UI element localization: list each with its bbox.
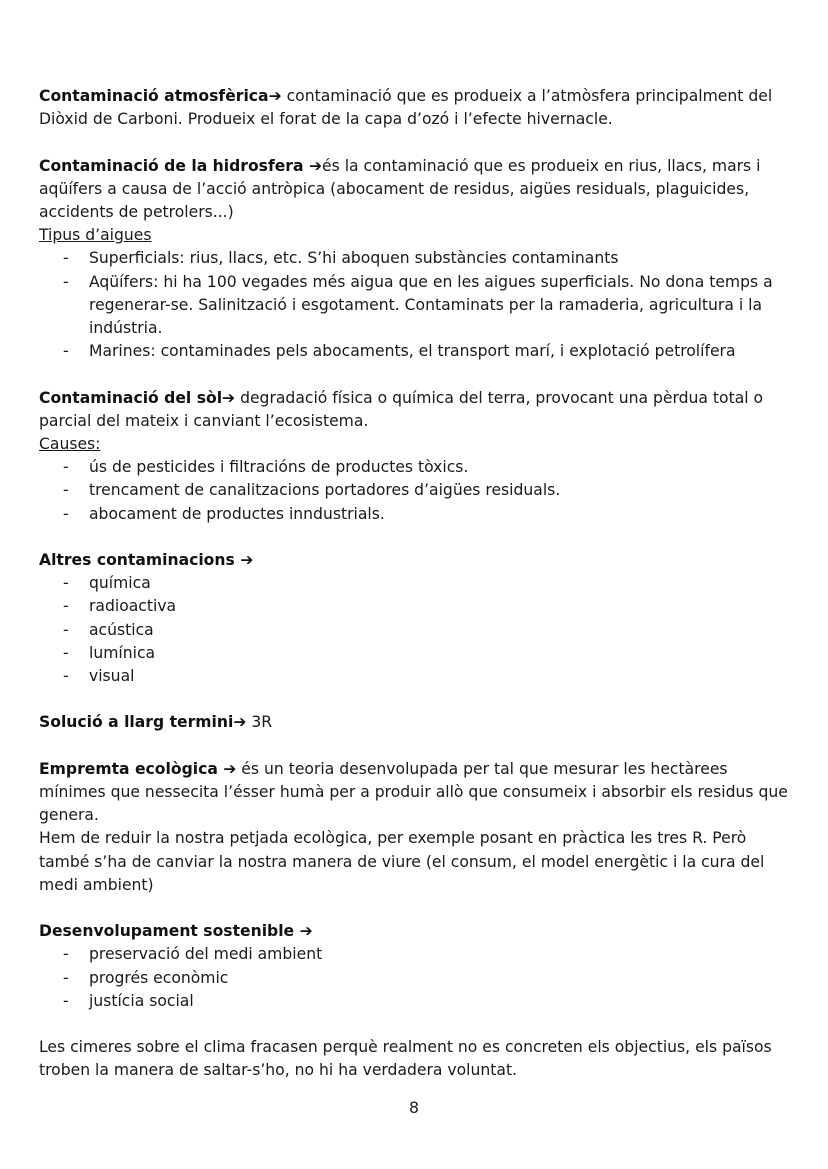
list-item: - lumínica <box>39 642 791 665</box>
subheading-water-types: Tipus d’aigues <box>39 226 152 245</box>
paragraph-summits: Les cimeres sobre el clima fracasen perquè realment no es concreten els objectius, els països troben la manera de saltar-s’ho, no hi ha verdadera voluntat. <box>39 1038 772 1080</box>
heading-solution: Solució a llarg termini➔ <box>39 713 247 732</box>
list-other-contaminations <box>39 572 791 688</box>
list-item: - visual <box>39 665 791 688</box>
text-soil: degradació física o química del terra, provocant una pèrdua total o parcial del mateix i canviant l’ecosistema. <box>39 388 764 430</box>
heading-soil: Contaminació del sòl➔ <box>39 388 236 407</box>
list-item: - química <box>39 572 791 595</box>
paragraph-atmospheric <box>39 85 791 131</box>
paragraph-hydrosphere <box>39 155 791 225</box>
heading-footprint: Empremta ecològica ➔ <box>39 759 237 778</box>
paragraph-solution <box>39 711 791 734</box>
list-water-types <box>39 247 791 363</box>
list-item: - trencament de canalitzacions portadores d’aigües residuals. <box>39 479 791 502</box>
list-item: - Superficials: rius, llacs, etc. S’hi aboquen substàncies contaminants <box>39 247 791 270</box>
paragraph-footprint-2: Hem de reduir la nostra petjada ecològica, per exemple posant en pràctica les tres R. Però també s’ha de canviar la nostra manera de viure (el consum, el model energètic i la cura del medi ambient) <box>39 829 765 894</box>
text-hydrosphere: és la contaminació que es produeix en rius, llacs, mars i aqüífers a causa de l’acció antròpica (abocament de residus, aigües residuals, plaguicides, accidents de petrolers...) <box>39 156 761 221</box>
list-item: - ús de pesticides i filtracións de productes tòxics. <box>39 456 791 479</box>
list-item: - Aqüífers: hi ha 100 vegades més aigua que en les aigues superficials. No dona temps a regenerar-se. Salinització i esgotament. Contaminats per la ramaderia, agricultura i la indústria. <box>39 271 791 341</box>
list-item: - Marines: contaminades pels abocaments, el transport marí, i explotació petrolífera <box>39 340 791 363</box>
document-page <box>39 85 791 1083</box>
list-item: - abocament de productes inndustrials. <box>39 503 791 526</box>
heading-sustainable: Desenvolupament sostenible ➔ <box>39 922 313 941</box>
list-sustainable <box>39 943 791 1013</box>
list-causes <box>39 456 791 526</box>
text-solution: 3R <box>246 713 273 732</box>
heading-atmospheric: Contaminació atmosfèrica➔ <box>39 87 282 105</box>
list-item: - acústica <box>39 619 791 642</box>
heading-hydrosphere: Contaminació de la hidrosfera ➔ <box>39 156 323 175</box>
paragraph-soil <box>39 387 791 433</box>
subheading-causes: Causes: <box>39 435 101 454</box>
list-item: - progrés econòmic <box>39 967 791 990</box>
heading-other: Altres contaminacions ➔ <box>39 551 254 570</box>
text-footprint: és un teoria desenvolupada per tal que mesurar les hectàrees mínimes que nessecita l’ésser humà per a produir allò que consumeix i absorbir els residus que genera. <box>39 759 788 825</box>
list-item: - radioactiva <box>39 595 791 618</box>
list-item: - justícia social <box>39 990 791 1013</box>
list-item: - preservació del medi ambient <box>39 943 791 966</box>
page-number: 8 <box>409 1099 419 1117</box>
paragraph-footprint <box>39 758 791 828</box>
text-atmospheric: contaminació que es produeix a l’atmòsfera principalment del Diòxid de Carboni. Produeix el forat de la capa d’ozó i l’efecte hivernacle. <box>39 87 773 129</box>
